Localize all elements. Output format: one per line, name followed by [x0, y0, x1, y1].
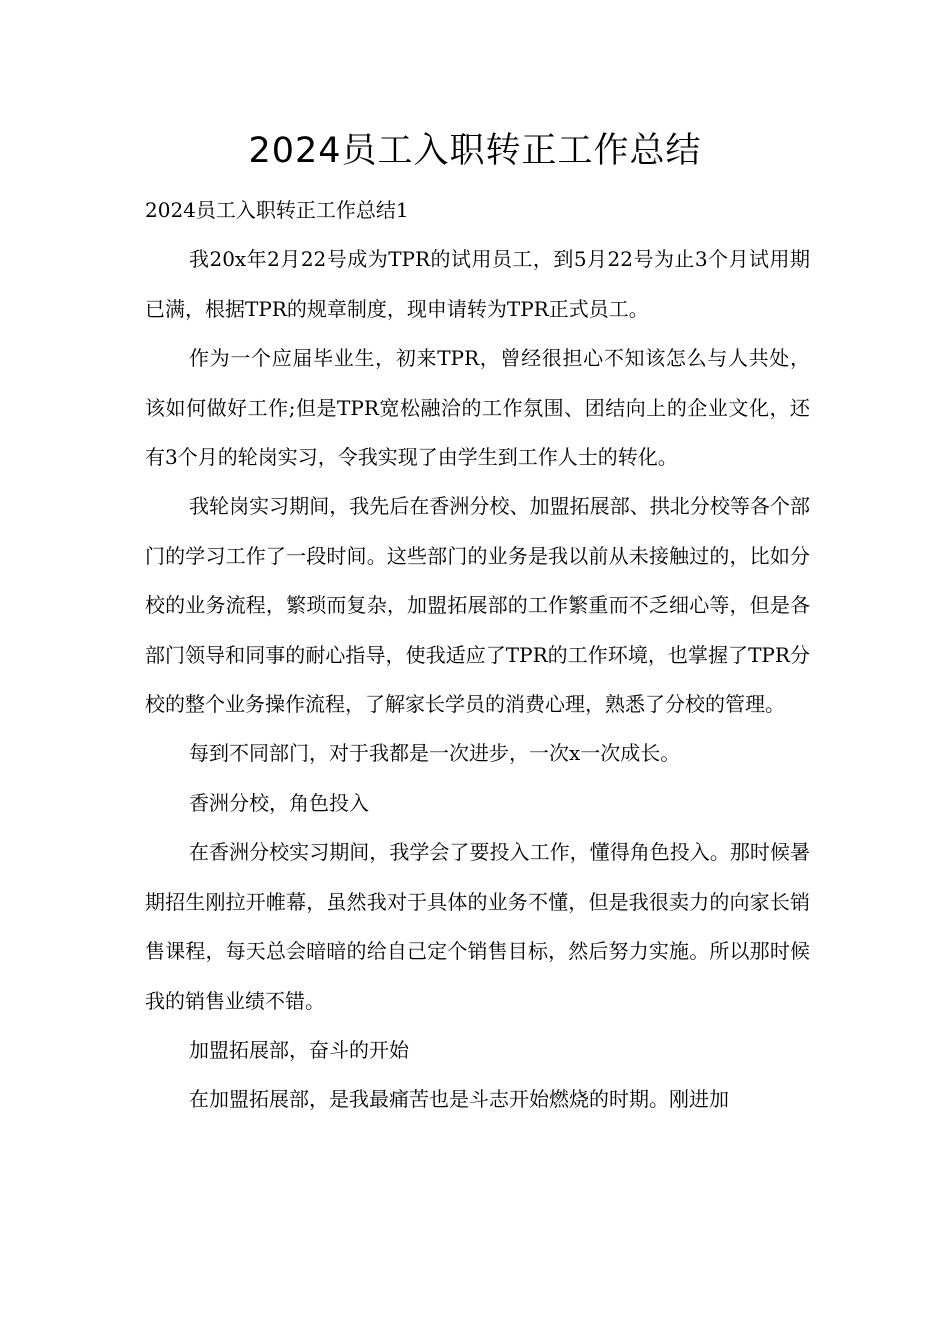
subheading-franchise: 加盟拓展部，奋斗的开始 — [189, 1037, 409, 1062]
paragraph-2: 作为一个应届毕业生，初来TPR，曾经很担心不知该怎么与人共处，该如何做好工作;但是TPR宽松融洽的工作氛围、团结向上的企业文化，还有3个月的轮岗实习，令我实现了由学生到工作人士的转化。 — [145, 346, 810, 470]
subheading-xiangzhou: 香洲分校，角色投入 — [189, 790, 369, 815]
paragraph-6: 在加盟拓展部，是我最痛苦也是斗志开始燃烧的时期。刚进加 — [189, 1087, 729, 1112]
document-body — [145, 186, 810, 1125]
document-title: 2024员工入职转正工作总结 — [248, 131, 702, 171]
paragraph-1: 我20x年2月22号成为TPR的试用员工，到5月22号为止3个月试用期已满，根据TPR的规章制度，现申请转为TPR正式员工。 — [145, 247, 810, 321]
paragraph-3: 我轮岗实习期间，我先后在香洲分校、加盟拓展部、拱北分校等各个部门的学习工作了一段时间。这些部门的业务是我以前从未接触过的，比如分校的业务流程，繁琐而复杂，加盟拓展部的工作繁重而不乏细心等，但是各部门领导和同事的耐心指导，使我适应了TPR的工作环境，也掌握了TPR分校的整个业务操作流程，了解家长学员的消费心理，熟悉了分校的管理。 — [145, 494, 810, 717]
section-heading: 2024员工入职转正工作总结1 — [145, 198, 409, 222]
paragraph-5: 在香洲分校实习期间，我学会了要投入工作，懂得角色投入。那时候暑期招生刚拉开帷幕，虽然我对于具体的业务不懂，但是我很卖力的向家长销售课程，每天总会暗暗的给自己定个销售目标，然后努力实施。所以那时候我的销售业绩不错。 — [145, 840, 810, 1013]
paragraph-4: 每到不同部门，对于我都是一次进步，一次x一次成长。 — [189, 741, 681, 766]
